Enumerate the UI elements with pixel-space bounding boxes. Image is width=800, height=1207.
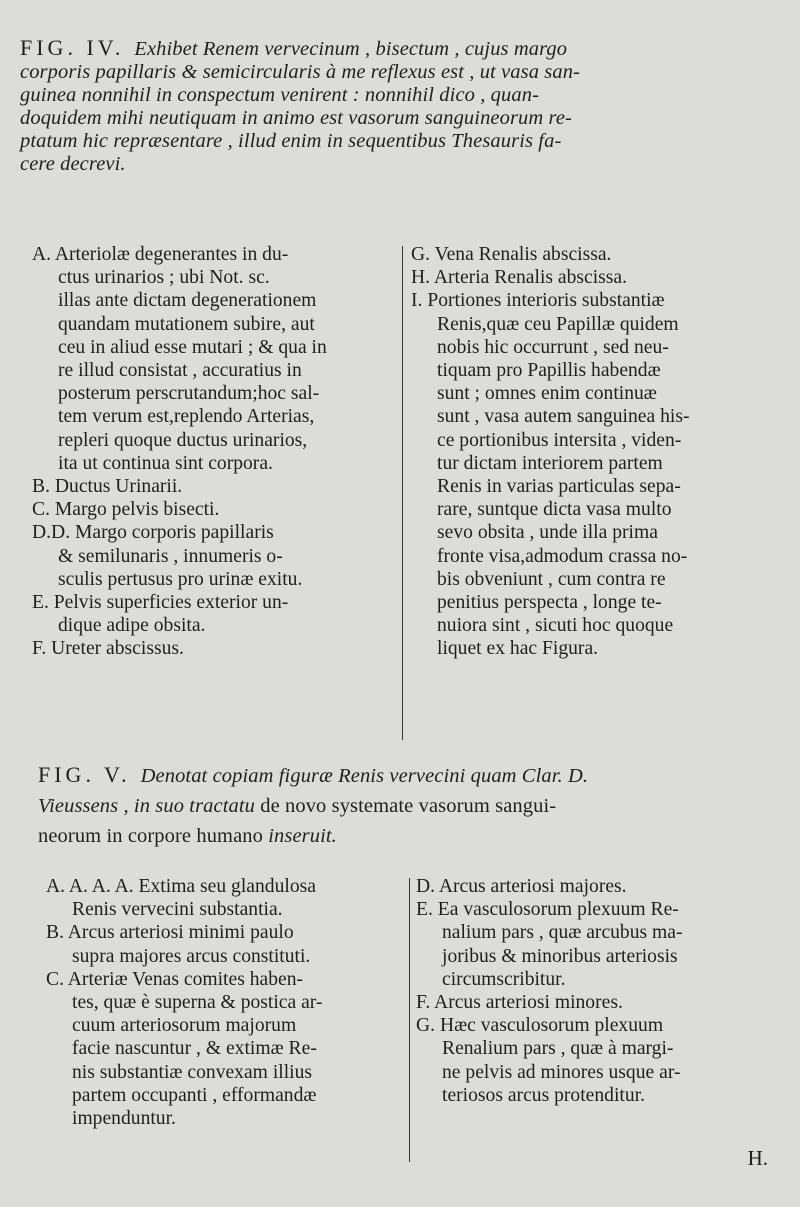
legend-line: tur dictam interiorem partem xyxy=(437,452,663,474)
legend-line: Renis,quæ ceu Papillæ quidem xyxy=(437,313,679,335)
legend-line: tes, quæ è superna & postica ar- xyxy=(72,992,323,1014)
legend-line: Renis vervecini substantia. xyxy=(72,899,283,921)
fig4-legend-right xyxy=(411,243,763,661)
legend-line: supra majores arcus constituti. xyxy=(72,945,311,967)
fig4-caption-line: guinea nonnihil in conspectum venirent : nonnihil dico , quan- xyxy=(20,84,539,106)
legend-line: B. Arcus arteriosi minimi paulo xyxy=(46,922,294,944)
legend-line: joribus & minoribus arteriosis xyxy=(442,945,678,967)
legend-line: re illud consistat , accuratius in xyxy=(58,360,302,382)
legend-line: D. Arcus arteriosi majores. xyxy=(416,876,627,897)
fig5-caption-part: Denotat copiam figuræ Renis vervecini quam Clar. D. xyxy=(140,765,589,787)
legend-line: ceu in aliud esse mutari ; & qua in xyxy=(58,336,327,358)
legend-line: teriosos arcus protenditur. xyxy=(442,1084,645,1106)
fig5-caption-part: neorum in corpore humano xyxy=(38,825,263,847)
legend-line: sunt , vasa autem sanguinea his- xyxy=(437,406,690,428)
legend-line: nobis hic occurrunt , sed neu- xyxy=(437,336,669,358)
legend-line: G. Vena Renalis abscissa. xyxy=(411,244,612,265)
column-divider xyxy=(402,246,403,740)
legend-line: bis obveniunt , cum contra re xyxy=(437,568,666,590)
legend-line: ita ut continua sint corpora. xyxy=(58,452,273,474)
legend-line: F. Arcus arteriosi minores. xyxy=(416,992,623,1014)
legend-line: liquet ex hac Figura. xyxy=(437,638,599,660)
legend-line: tem verum est,replendo Arterias, xyxy=(58,406,315,428)
legend-line: nis substantiæ convexam illius xyxy=(72,1061,313,1083)
legend-line: sunt ; omnes enim continuæ xyxy=(437,383,657,405)
legend-line: posterum perscrutandum;hoc sal- xyxy=(58,383,320,405)
legend-line: sculis pertusus pro urinæ exitu. xyxy=(58,568,303,590)
legend-line: partem occupanti , efformandæ xyxy=(72,1084,317,1106)
legend-line: facie nascuntur , & extimæ Re- xyxy=(72,1038,317,1060)
fig4-legend-left xyxy=(32,243,394,661)
legend-line: B. Ductus Urinarii. xyxy=(32,476,183,498)
fig5-legend-right xyxy=(416,875,772,1107)
catchword: H. xyxy=(747,1146,768,1170)
fig5-label: FIG. V. xyxy=(38,762,131,787)
legend-line: C. Margo pelvis bisecti. xyxy=(32,499,220,521)
legend-line: quandam mutationem subire, aut xyxy=(58,313,315,335)
legend-line: nuiora sint , sicuti hoc quoque xyxy=(437,615,674,637)
legend-line: sevo obsita , unde illa prima xyxy=(437,522,658,544)
legend-line: C. Arteriæ Venas comites haben- xyxy=(46,968,304,990)
fig4-caption xyxy=(20,36,772,176)
legend-line: Renis in varias particulas sepa- xyxy=(437,476,681,498)
column-divider xyxy=(409,878,410,1162)
legend-line: nalium pars , quæ arcubus ma- xyxy=(442,922,683,944)
legend-line: impenduntur. xyxy=(72,1108,176,1130)
fig4-label: FIG. IV. xyxy=(20,35,125,60)
legend-line: ctus urinarios ; ubi Not. sc. xyxy=(58,267,270,289)
fig5-caption-part: de novo systemate vasorum sangui- xyxy=(260,795,557,817)
legend-line: cuum arteriosorum majorum xyxy=(72,1015,297,1037)
legend-line: rare, suntque dicta vasa multo xyxy=(437,499,672,521)
legend-line: E. Pelvis superficies exterior un- xyxy=(32,592,289,614)
legend-line: tiquam pro Papillis habendæ xyxy=(437,360,661,382)
legend-line: fronte visa,admodum crassa no- xyxy=(437,545,688,567)
legend-line: circumscribitur. xyxy=(442,968,566,990)
fig5-caption-part: Vieussens , in suo tractatu xyxy=(38,795,255,817)
legend-line: A. A. A. A. Extima seu glandulosa xyxy=(46,876,316,897)
legend-line: & semilunaris , innumeris o- xyxy=(58,545,283,567)
fig5-caption-part: inseruit. xyxy=(268,825,337,847)
legend-line: illas ante dictam degenerationem xyxy=(58,290,317,312)
legend-line: A. Arteriolæ degenerantes in du- xyxy=(32,244,289,265)
fig4-caption-line: Exhibet Renem vervecinum , bisectum , cujus margo xyxy=(134,38,568,60)
legend-line: H. Arteria Renalis abscissa. xyxy=(411,267,628,289)
legend-line: ne pelvis ad minores usque ar- xyxy=(442,1061,681,1083)
fig5-caption xyxy=(38,760,773,851)
legend-line: G. Hæc vasculosorum plexuum xyxy=(416,1015,664,1037)
legend-line: E. Ea vasculosorum plexuum Re- xyxy=(416,899,679,921)
fig4-caption-line: doquidem mihi neutiquam in animo est vasorum sanguineorum re- xyxy=(20,107,572,129)
fig4-caption-line: ptatum hic repræsentare , illud enim in sequentibus Thesauris fa- xyxy=(20,130,562,152)
legend-line: D.D. Margo corporis papillaris xyxy=(32,522,274,544)
fig5-legend-left xyxy=(46,875,402,1130)
legend-line: I. Portiones interioris substantiæ xyxy=(411,290,665,312)
fig4-caption-line: cere decrevi. xyxy=(20,153,126,175)
legend-line: penitius perspecta , longe te- xyxy=(437,592,662,614)
fig4-caption-line: corporis papillaris & semicircularis à me reflexus est , ut vasa san- xyxy=(20,61,580,83)
legend-line: ce portionibus intersita , viden- xyxy=(437,429,682,451)
legend-line: dique adipe obsita. xyxy=(58,615,206,637)
legend-line: F. Ureter abscissus. xyxy=(32,638,184,660)
legend-line: repleri quoque ductus urinarios, xyxy=(58,429,308,451)
legend-line: Renalium pars , quæ à margi- xyxy=(442,1038,674,1060)
